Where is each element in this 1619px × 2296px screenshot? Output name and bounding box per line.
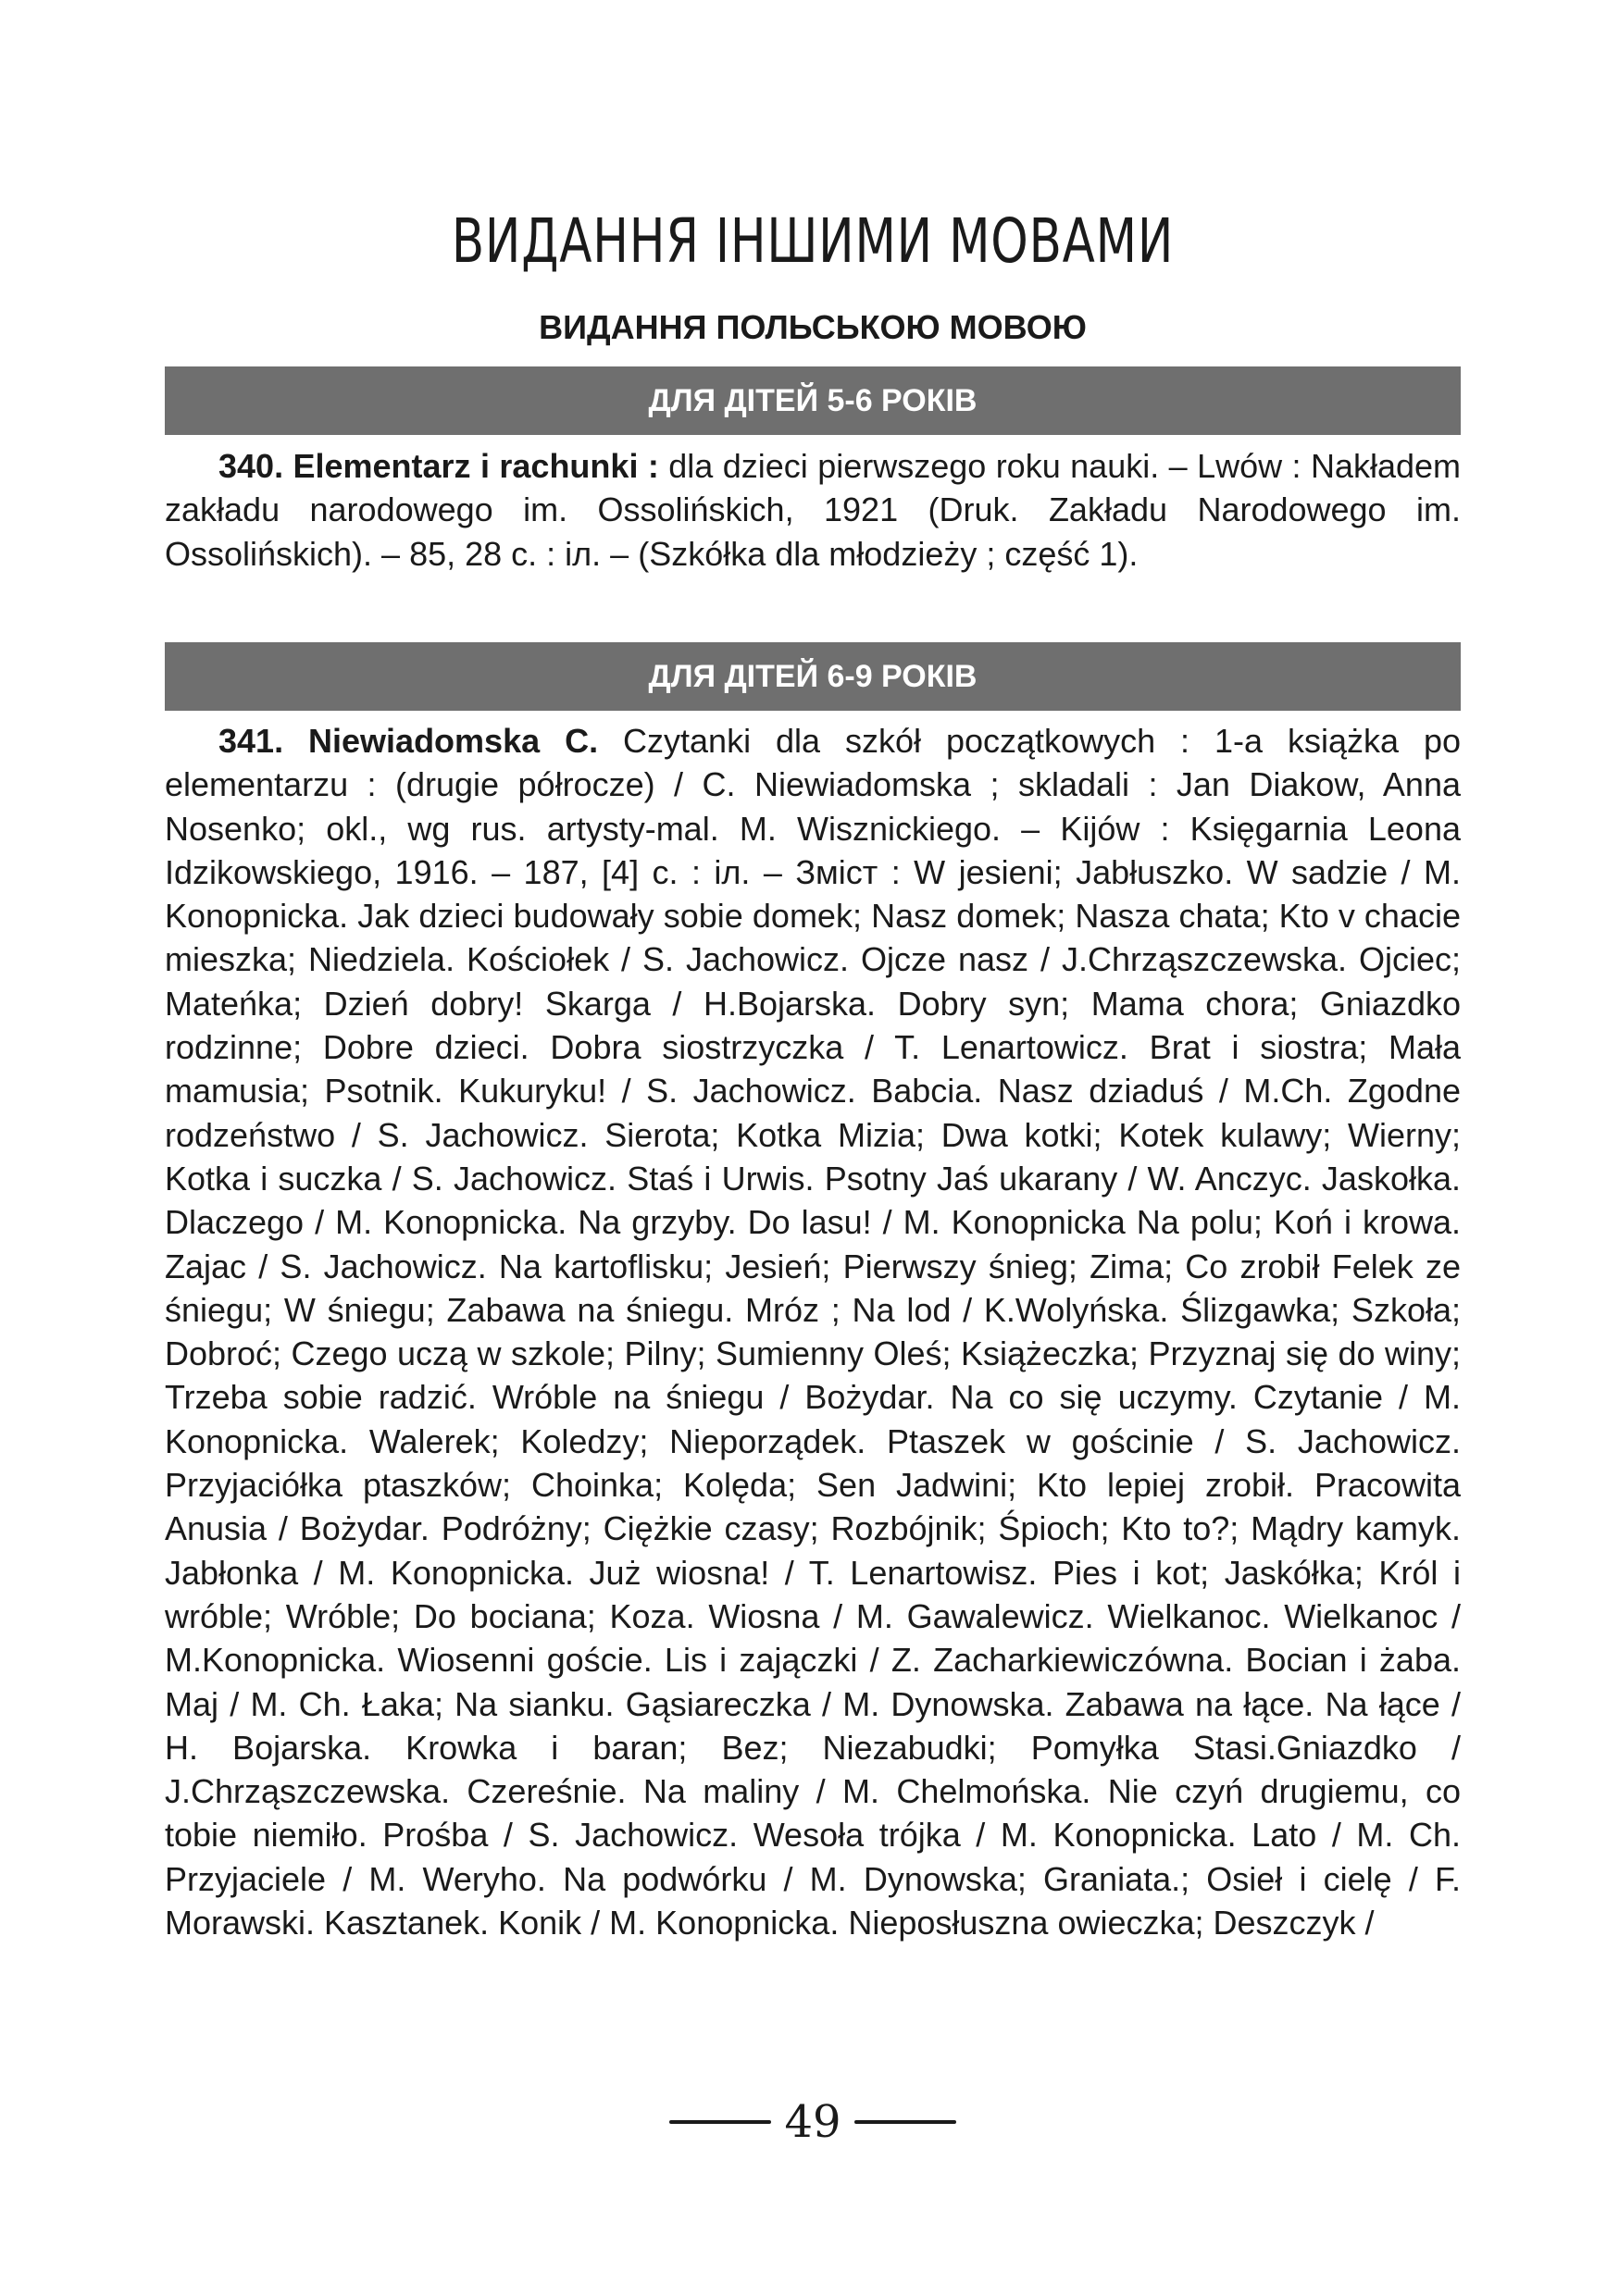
age-group-bar-6-9: ДЛЯ ДІТЕЙ 6-9 РОКІВ xyxy=(165,642,1461,711)
age-group-bar-5-6: ДЛЯ ДІТЕЙ 5-6 РОКІВ xyxy=(165,366,1461,435)
footer-rule-left xyxy=(669,2120,771,2124)
bibliography-entry-340 xyxy=(165,444,1461,576)
entry-lead: 341. Niewiadomska C. xyxy=(218,722,599,760)
entry-paragraph xyxy=(165,719,1461,1944)
main-title: ВИДАННЯ ІНШИМИ МОВАМИ xyxy=(451,205,1175,277)
entry-text: dla dzieci pierwszego roku nauki. – Lwów : Nakładem zakładu narodowego im. Ossolińskich, 1921 (Druk. Zakładu Narodowego im. Ossolińskich). – 85, 28 с. : іл. – (Szkółka dla młodzieży ; część 1). xyxy=(165,447,1462,573)
footer-rule-right xyxy=(854,2120,956,2124)
entry-lead: 340. Elementarz i rachunki : xyxy=(218,447,659,485)
bibliography-entry-341 xyxy=(165,719,1461,1944)
entry-text: Czytanki dla szkół początkowych : 1-a książka po elementarzu : (drugie półrocze) / C. Niewiadomska ; skladali : Jan Diakow, Anna Nosenko; okl., wg rus. artysty-mal. M. Wisznickiego. – Kijów : Księgarnia Leona Idzikowskiego, 1916. – 187, [4] с. : іл. – Зміст : W jesieni; Jabłuszko. W sadzie / M. Konopnicka. Jak dzieci budowały sobie domek; Nasz domek; Nasza chata; Kto v chacie mieszka; Niedziela. Kościołek / S. Jachowicz. Ojcze nasz / J.Chrząszczewska. Ojciec; Mateńka; Dzień dobry! Skarga / H.Bojarska. Dobry syn; Mama chora; Gniazdko rodzinne; Dobre dzieci. Dobra siostrzyczka / T. Lenartowicz. Brat i siostra; Mała mamusia; Psotnik. Kukuryku! / S. Jachowicz. Babcia. Nasz dziaduś / M.Ch. Zgodne rodzeństwo / S. Jachowicz. Sierota; Kotka Mizia; Dwa kotki; Kotek kulawy; Wierny; Kotka i suczka / S. Jachowicz. Staś i Urwis. Psotny Jaś ukarany / W. Anczyc. Jaskołka. Dlaczego / M. Konopnicka. Na grzyby. Do lasu! / M. Konopnicka Na polu; Koń i krowa. Zajac / S. Jachowicz. Na kartoflisku; Jesień; Pierwszy śnieg; Zima; Co zrobił Felek ze śniegu; W śniegu; Zabawa na śniegu. Mróz ; Na lod / K.Wolyńska. Ślizgawka; Szkoła; Dobroć; Czego uczą w szkole; Pilny; Sumienny Oleś; Książeczka; Przyznaj się do winy; Trzeba sobie radzić. Wróble na śniegu / Bożydar. Na co się uczymy. Czytanie / M. Konopnicka. Walerek; Koledzy; Nieporządek. Ptaszek w gościnie / S. Jachowicz. Przyjaciółka ptaszków; Choinka; Kolęda; Sen Jadwini; Kto lepiej zrobił. Pracowita Anusia / Bożydar. Podróżny; Ciężkie czasy; Rozbójnik; Śpioch; Kto to?; Mądry kamyk. Jabłonka / M. Konopnicka. Już wiosna! / T. Lenartowisz. Pies i kot; Jaskółka; Król i wróble; Wróble; Do bociana; Koza. Wiosna / M. Gawalewicz. Wielkanoc. Wielkanoc / M.Konopnicka. Wiosenni goście. Lis i zajączki / Z. Zacharkiewiczówna. Bocian i żaba. Maj / M. Ch. Łaka; Na sianku. Gąsiareczka / M. Dynowska. Zabawa na łące. Na łące / H. Bojarska. Krowka i baran; Bez; Niezabudki; Pomyłka Stasi.Gniazdko / J.Chrząszczewska. Czereśnie. Na maliny / M. Chelmońska. Nie czyń drugiemu, co tobie niemiło. Prośba / S. Jachowicz. Wesoła trójka / M. Konopnicka. Lato / M. Ch. Przyjaciele / M. Weryho. Na podwórku / M. Dynowska; Graniata.; Osieł i cielę / F. Morawski. Kasztanek. Konik / M. Konopnicka. Nieposłuszna owieczka; Deszczyk / xyxy=(165,722,1462,1942)
entry-paragraph xyxy=(165,444,1461,576)
page-number: 49 xyxy=(784,2096,841,2148)
page-footer xyxy=(165,2090,1461,2154)
section-subtitle: ВИДАННЯ ПОЛЬСЬКОЮ МОВОЮ xyxy=(539,308,1087,346)
